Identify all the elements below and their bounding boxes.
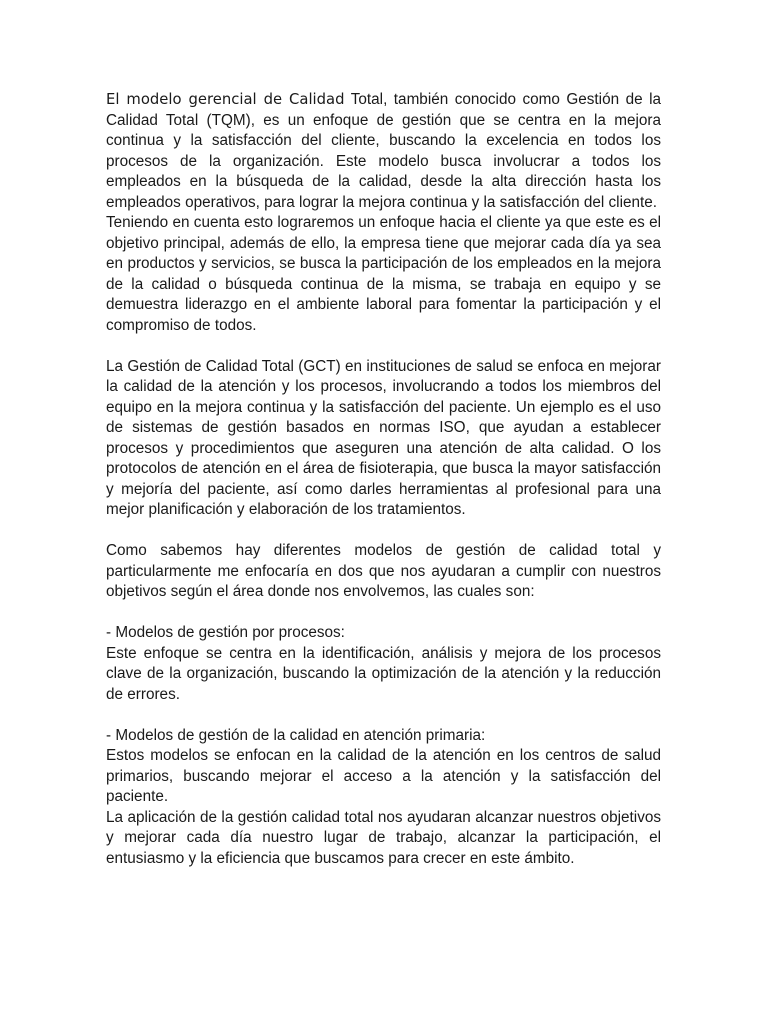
- paragraph-spacer: [106, 336, 661, 357]
- paragraph-customer-focus: Teniendo en cuenta esto lograremos un enfoque hacia el cliente ya que este es el objetivo principal, además de ello, la empresa tiene que mejorar cada día ya sea en productos y servicios, se busca la participación de los empleados en la mejora de la calidad o búsqueda continua de la misma, se trabaja en equipo y se demuestra liderazgo en el ambiente laboral para fomentar la participación y el compromiso de todos.: [106, 214, 661, 334]
- paragraph-conclusion: La aplicación de la gestión calidad total nos ayudaran alcanzar nuestros objetivos y mejorar cada día nuestro lugar de trabajo, alcanzar la participación, el entusiasmo y la eficiencia que buscamos para crecer en este ámbito.: [106, 808, 661, 867]
- intro-body-text: Total, también conocido como Gestión de la Calidad Total (TQM), es un enfoque de gestión que se centra en la mejora continua y la satisfacción del cliente, buscando la excelencia en todos los procesos de la organización. Este modelo busca involucrar a todos los empleados en la búsqueda de la calidad, desde la alta dirección hasta los empleados operativos, para lograr la mejora continua y la satisfacción del cliente.: [106, 91, 661, 211]
- paragraph-spacer: [106, 603, 661, 624]
- list-item-body-processes: Este enfoque se centra en la identificación, análisis y mejora de los procesos clave de la organización, buscando la optimización de la atención y la reducción de errores.: [106, 644, 661, 703]
- intro-lead-text: El modelo gerencial de Calidad: [106, 91, 345, 108]
- paragraph-models-intro: Como sabemos hay diferentes modelos de gestión de calidad total y particularmente me enfocaría en dos que nos ayudaran a cumplir con nuestros objetivos según el área donde nos envolvemos, las cuales son:: [106, 542, 661, 600]
- document-page: [106, 90, 661, 869]
- paragraph-intro: [106, 90, 661, 213]
- paragraph-spacer: [106, 705, 661, 726]
- list-item-title-primary-care: - Modelos de gestión de la calidad en atención primaria:: [106, 726, 486, 744]
- list-item-body-primary-care: Estos modelos se enfocan en la calidad de la atención en los centros de salud primarios, buscando mejorar el acceso a la atención y la satisfacción del paciente.: [106, 747, 661, 805]
- list-item-title-processes: - Modelos de gestión por procesos:: [106, 624, 345, 641]
- paragraph-spacer: [106, 521, 661, 542]
- paragraph-health-institutions: La Gestión de Calidad Total (GCT) en instituciones de salud se enfoca en mejorar la calidad de la atención y los procesos, involucrando a todos los miembros del equipo en la mejora continua y la satisfacción del paciente. Un ejemplo es el uso de sistemas de gestión basados en normas ISO, que ayudan a establecer procesos y procedimientos que aseguren una atención de alta calidad. O los protocolos de atención en el área de fisioterapia, que busca la mayor satisfacción y mejoría del paciente, así como darles herramientas al profesional para una mejor planificación y elaboración de los tratamientos.: [106, 357, 661, 518]
